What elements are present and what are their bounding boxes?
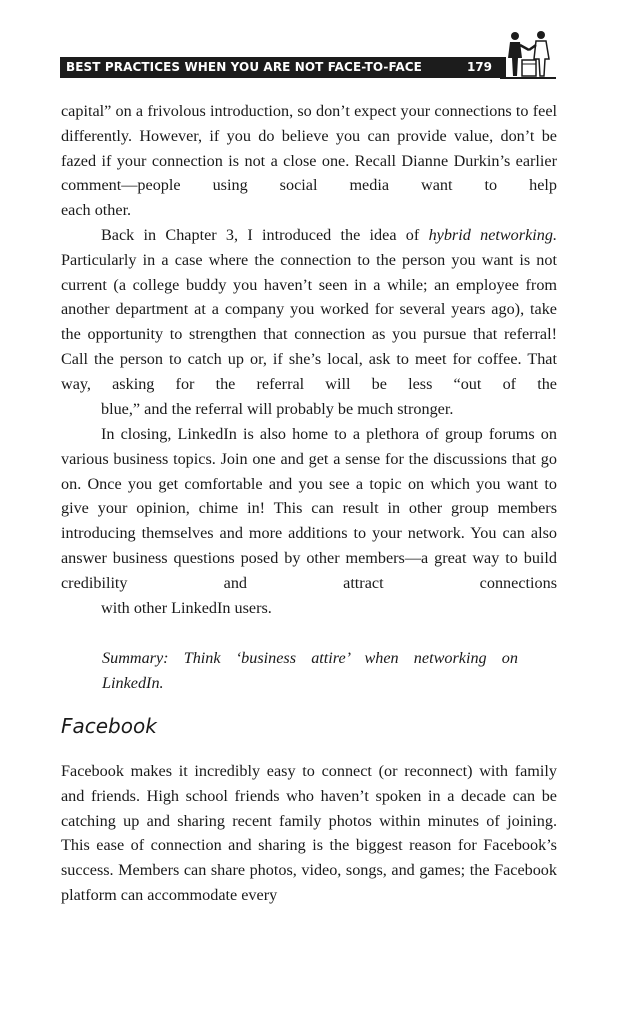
- paragraph-text: Back in Chapter 3, I introduced the idea of: [101, 226, 429, 244]
- summary-last-line: LinkedIn.: [102, 673, 164, 692]
- paragraph-last-line: with other LinkedIn users.: [101, 598, 272, 617]
- section-heading: Facebook: [61, 714, 157, 738]
- handshake-figures-icon: [500, 26, 556, 78]
- chapter-summary: [102, 646, 518, 696]
- body-paragraph-facebook: [61, 759, 557, 908]
- body-paragraph-1: [61, 99, 557, 223]
- running-title: BEST PRACTICES WHEN YOU ARE NOT FACE-TO-FACE: [66, 60, 422, 74]
- paragraph-last-line: blue,” and the referral will probably be much stronger.: [101, 399, 454, 418]
- page-number: 179: [466, 60, 492, 74]
- running-header: [60, 57, 506, 78]
- summary-text: Summary: Think ‘business attire’ when networking on: [102, 649, 518, 667]
- body-paragraph-3: [61, 422, 557, 620]
- paragraph-text: capital” on a frivolous introduction, so don’t expect your connections to feel differently. However, if you do believe you can provide value, don’t be fazed if your connection is not a close one. Recall Dianne Durkin’s earlier comment—people using social media want to help: [61, 102, 557, 195]
- body-paragraph-2: [61, 223, 557, 421]
- paragraph-text: In closing, LinkedIn is also home to a plethora of group forums on various business topics. Join one and get a sense for the discussions that go on. Once you get comfortable and you see a topic on which you want to give your opinion, chime in! This can result in other group members introducing themselves and more additions to your network. You can also answer business questions posed by other members—a great way to build credibility and attract connections: [61, 425, 557, 592]
- paragraph-last-line: each other.: [61, 201, 132, 220]
- paragraph-text: Facebook makes it incredibly easy to connect (or reconnect) with family and friends. High school friends who haven’t spoken in a decade can be catching up and sharing recent family photos within minutes of joining. This ease of connection and sharing is the biggest reason for Facebook’s success. Members can share photos, video, songs, and games; the Facebook platform can accommodate every: [61, 762, 557, 904]
- paragraph-text-continued: Particularly in a case where the connection to the person you want is not current (a college buddy you haven’t seen in a while; an employee from another department at a company you worked for several years ago), take the opportunity to strengthen that connection as you pursue that referral! Call the person to catch up or, if she’s local, ask to meet for coffee. That way, asking for the referral will be less “out of the: [61, 250, 557, 393]
- emphasis-term: hybrid networking.: [428, 226, 557, 244]
